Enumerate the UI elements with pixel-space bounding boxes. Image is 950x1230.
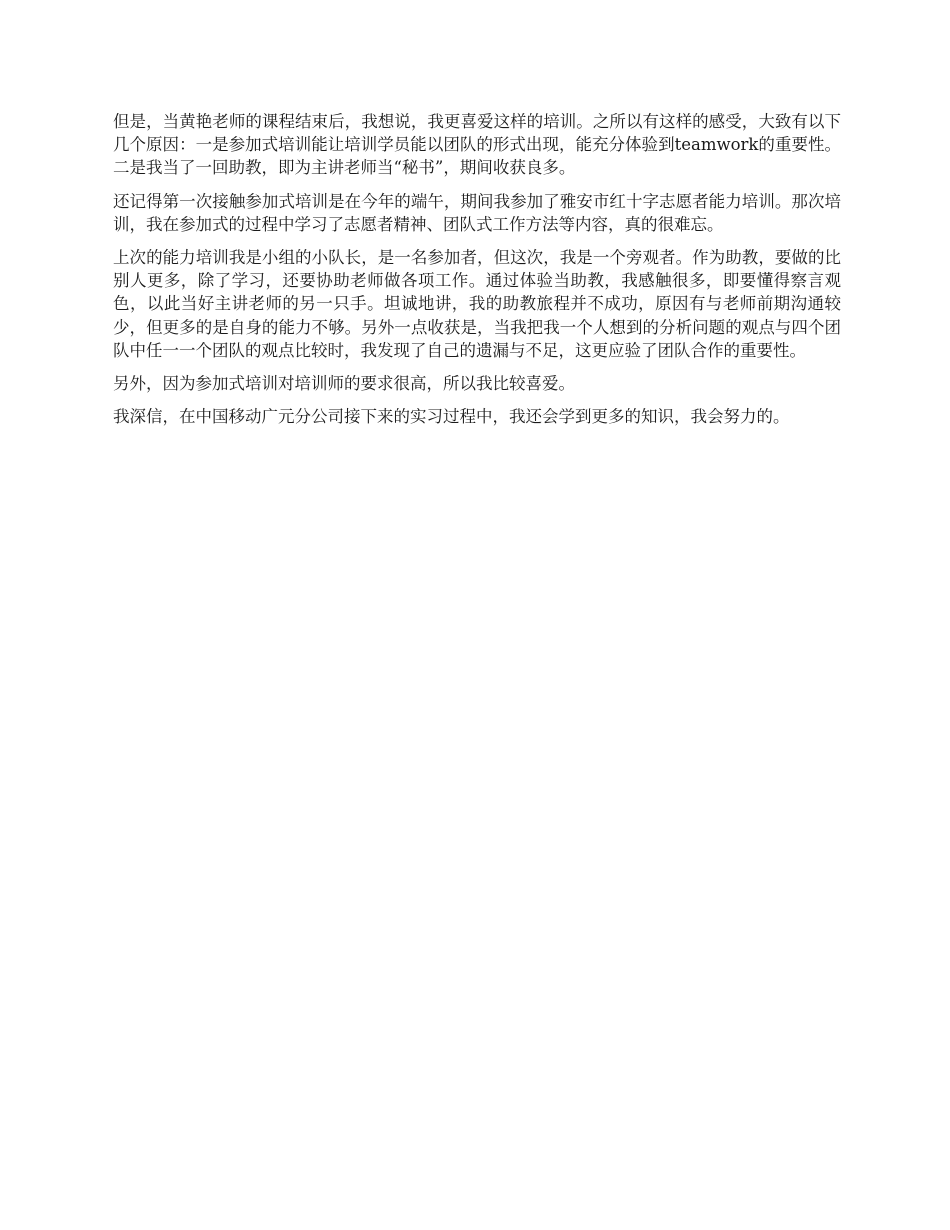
document-body bbox=[113, 110, 841, 438]
paragraph-1: 但是，当黄艳老师的课程结束后，我想说，我更喜爱这样的培训。之所以有这样的感受，大致有以下几个原因：一是参加式培训能让培训学员能以团队的形式出现，能充分体验到teamwork的重要性。二是我当了一回助教，即为主讲老师当“秘书”，期间收获良多。 bbox=[113, 112, 841, 178]
paragraph-2: 还记得第一次接触参加式培训是在今年的端午，期间我参加了雅安市红十字志愿者能力培训。那次培训，我在参加式的过程中学习了志愿者精神、团队式工作方法等内容，真的很难忘。 bbox=[113, 191, 841, 234]
paragraph-3: 上次的能力培训我是小组的小队长，是一名参加者，但这次，我是一个旁观者。作为助教，要做的比别人更多，除了学习，还要协助老师做各项工作。通过体验当助教，我感触很多，即要懂得察言观色，以此当好主讲老师的另一只手。坦诚地讲，我的助教旅程并不成功，原因有与老师前期沟通较少，但更多的是自身的能力不够。另外一点收获是，当我把我一个人想到的分析问题的观点与四个团队中任一一个团队的观点比较时，我发现了自己的遗漏与不足，这更应验了团队合作的重要性。 bbox=[113, 248, 841, 360]
paragraph-5: 我深信，在中国移动广元分公司接下来的实习过程中，我还会学到更多的知识，我会努力的。 bbox=[113, 407, 790, 427]
paragraph-4: 另外，因为参加式培训对培训师的要求很高，所以我比较喜爱。 bbox=[113, 374, 575, 394]
